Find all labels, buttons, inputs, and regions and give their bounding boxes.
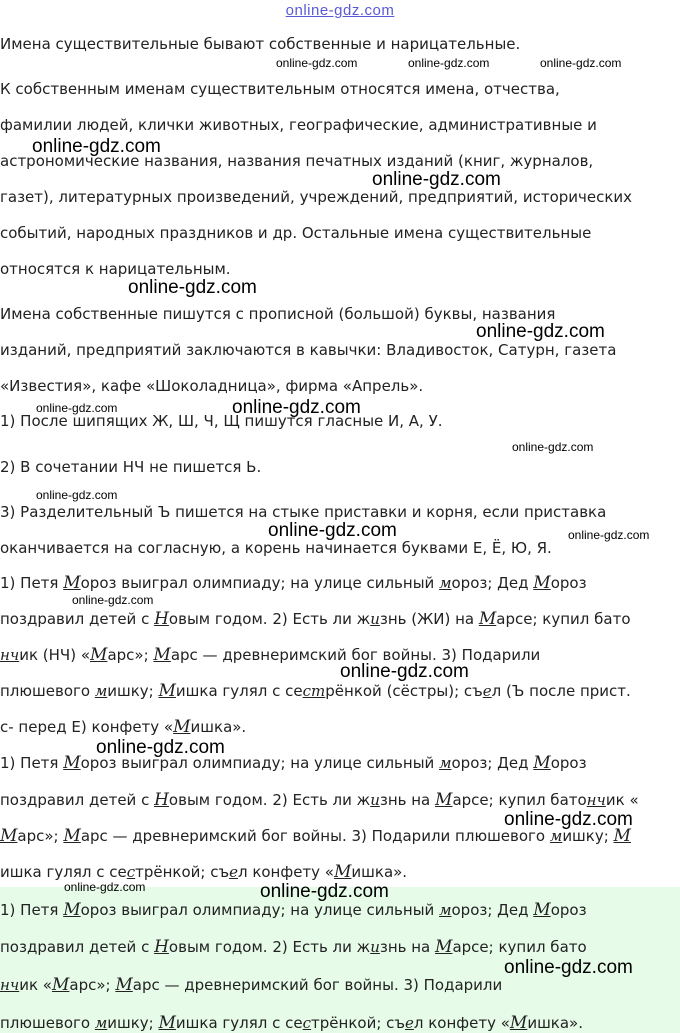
answer-line: 1) Петя Мороз выиграл олимпиаду; на улице сильный мороз; Дед Мороз [0, 573, 587, 593]
rule-line: 1) После шипящих Ж, Ш, Ч, Щ пишутся гласные И, А, У. [0, 412, 443, 430]
answer-line: нчик «Марс»; Марс — древнеримский бог войны. 3) Подарили [0, 975, 503, 995]
theory-line: астрономические названия, названия печатных изданий (книг, журналов, [0, 152, 594, 170]
watermark-text: online-gdz.com [504, 957, 633, 978]
site-header-link[interactable]: online-gdz.com [285, 2, 395, 19]
watermark-text: online-gdz.com [340, 661, 469, 682]
answer-line: с- перед Е) конфету «Мишка». [0, 717, 247, 737]
theory-line: газет), литературных произведений, учреждений, предприятий, исторических [0, 188, 633, 206]
watermark-text: online-gdz.com [568, 528, 650, 542]
answer-line: 1) Петя Мороз выиграл олимпиаду; на улице сильный мороз; Дед Мороз [0, 900, 587, 920]
answer-line: 1) Петя Мороз выиграл олимпиаду; на улице сильный мороз; Дед Мороз [0, 753, 587, 773]
watermark-text: online-gdz.com [96, 737, 225, 758]
rule-line: оканчивается на согласную, а корень начинается буквами Е, Ё, Ю, Я. [0, 539, 552, 557]
theory-line: фамилии людей, клички животных, географические, административные и [0, 116, 597, 134]
watermark-text: online-gdz.com [408, 56, 490, 70]
answer-line: плюшевого мишку; Мишка гулял с сестрёнкой (сёстры); съел (Ъ после прист. [0, 681, 631, 701]
watermark-text: online-gdz.com [268, 520, 397, 541]
answer-line: Марс»; Марс — древнеримский бог войны. 3) Подарили плюшевого мишку; М [0, 826, 631, 846]
theory-line: событий, народных праздников и др. Остальные имена существительные [0, 224, 592, 242]
watermark-text: online-gdz.com [32, 136, 161, 157]
watermark-text: online-gdz.com [128, 277, 257, 298]
theory-line: относятся к нарицательным. [0, 260, 231, 278]
answer-line: ишка гулял с сестрёнкой; съел конфету «Мишка». [0, 862, 408, 882]
answer-line: поздравил детей с Новым годом. 2) Есть ли жизнь на Марсе; купил батончик « [0, 790, 639, 810]
watermark-text: online-gdz.com [476, 321, 605, 342]
theory-line: Имена существительные бывают собственные и нарицательные. [0, 35, 521, 53]
theory-line: изданий, предприятий заключаются в кавычки: Владивосток, Сатурн, газета [0, 341, 617, 359]
answer-line: поздравил детей с Новым годом. 2) Есть ли жизнь на Марсе; купил бато [0, 937, 587, 957]
answer-line: плюшевого мишку; Мишка гулял с сестрёнкой; съел конфету «Мишка». [0, 1013, 583, 1033]
watermark-text: online-gdz.com [36, 401, 118, 415]
answer-line: поздравил детей с Новым годом. 2) Есть ли жизнь (ЖИ) на Марсе; купил бато [0, 609, 631, 629]
watermark-text: online-gdz.com [260, 881, 389, 902]
watermark-text: online-gdz.com [276, 56, 358, 70]
watermark-text: online-gdz.com [64, 880, 146, 894]
watermark-text: online-gdz.com [504, 809, 633, 830]
watermark-text: online-gdz.com [72, 593, 154, 607]
theory-line: «Известия», кафе «Шоколадница», фирма «Апрель». [0, 377, 424, 395]
theory-line: К собственным именам существительным относятся имена, отчества, [0, 80, 560, 98]
watermark-text: online-gdz.com [232, 397, 361, 418]
watermark-text: online-gdz.com [512, 440, 594, 454]
watermark-text: online-gdz.com [36, 488, 118, 502]
theory-line: Имена собственные пишутся с прописной (большой) буквы, названия [0, 305, 556, 323]
rule-line: 3) Разделительный Ъ пишется на стыке приставки и корня, если приставка [0, 503, 607, 521]
watermark-text: online-gdz.com [540, 56, 622, 70]
rule-line: 2) В сочетании НЧ не пишется Ь. [0, 458, 262, 476]
answer-line: нчик (НЧ) «Марс»; Марс — древнеримский бог войны. 3) Подарили [0, 645, 541, 665]
watermark-text: online-gdz.com [372, 169, 501, 190]
